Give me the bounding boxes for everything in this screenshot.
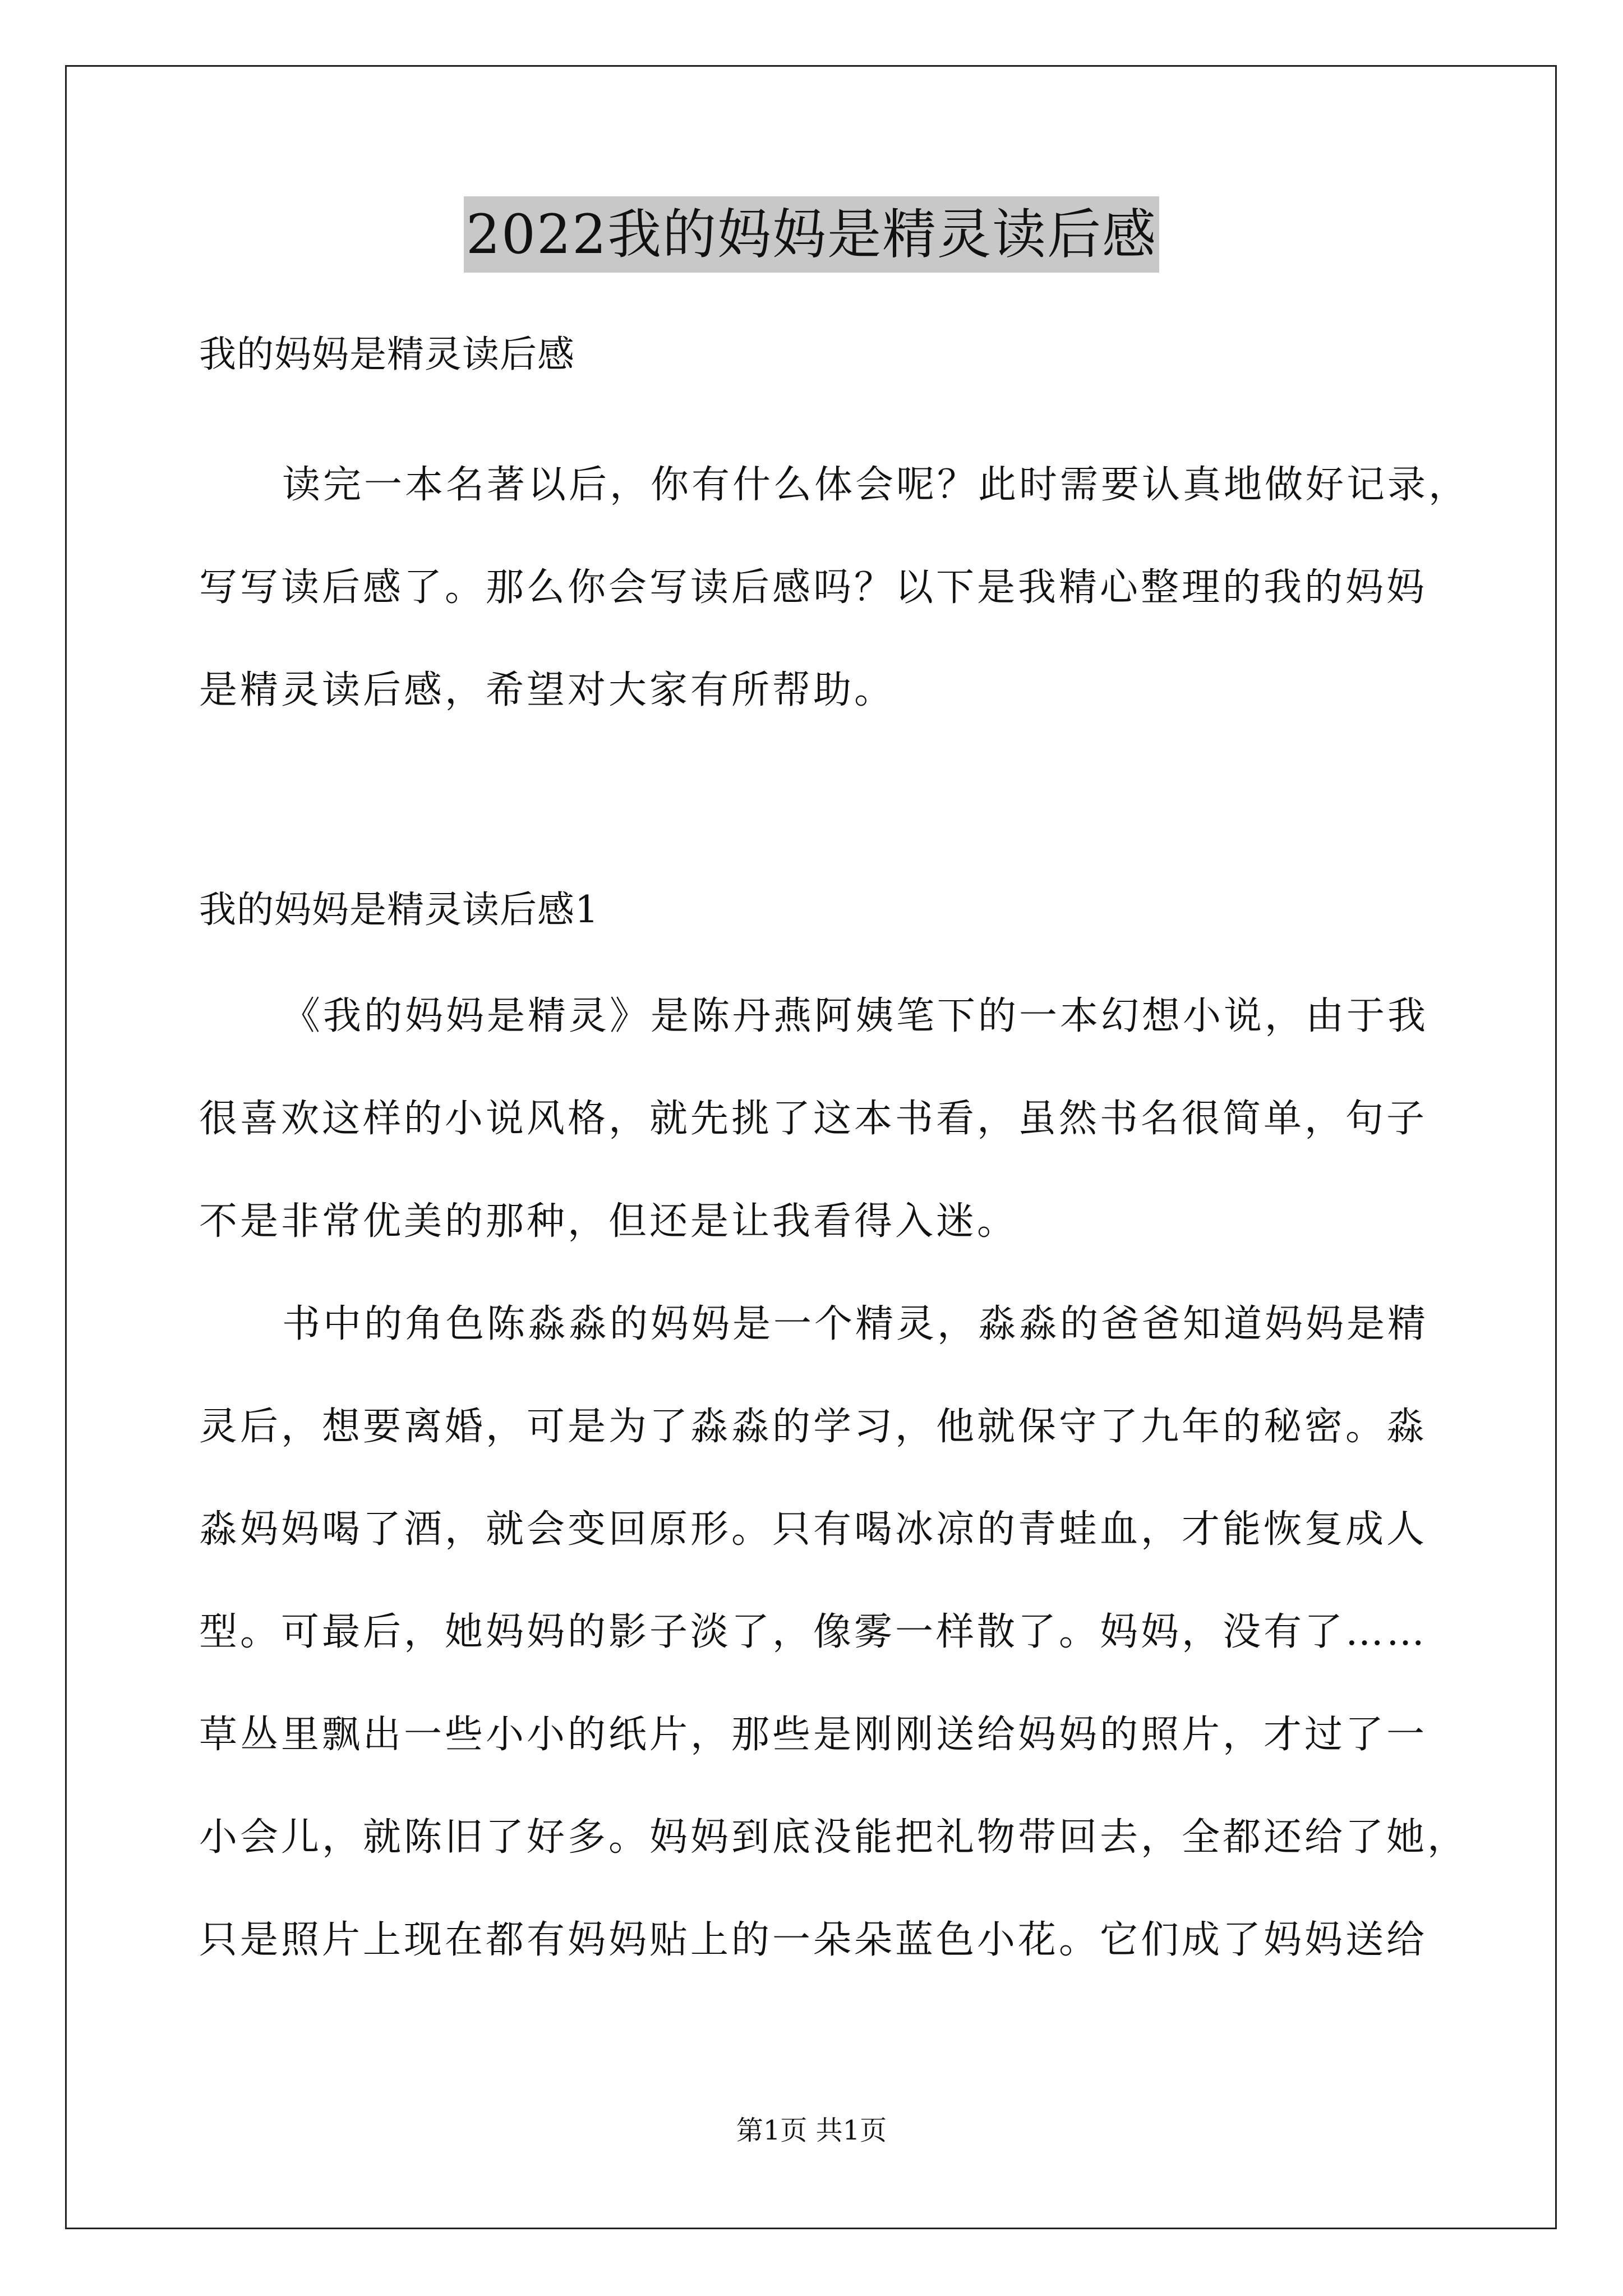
title-container [0, 196, 1623, 273]
document-subtitle: 我的妈妈是精灵读后感 [199, 333, 575, 376]
intro-line-2: 写写读后感了。那么你会写读后感吗？以下是我精心整理的我的妈妈 [199, 565, 1428, 610]
para2-line-3: 淼妈妈喝了酒，就会变回原形。只有喝冰凉的青蛙血，才能恢复成人 [199, 1507, 1428, 1552]
section-heading-1: 我的妈妈是精灵读后感1 [199, 888, 599, 931]
para1-line-2: 很喜欢这样的小说风格，就先挑了这本书看，虽然书名很简单，句子 [199, 1097, 1428, 1141]
para2-line-2: 灵后，想要离婚，可是为了淼淼的学习，他就保守了九年的秘密。淼 [199, 1405, 1428, 1449]
para2-line-6: 小会儿，就陈旧了好多。妈妈到底没能把礼物带回去，全都还给了她， [199, 1815, 1469, 1860]
para2-line-7: 只是照片上现在都有妈妈贴上的一朵朵蓝色小花。它们成了妈妈送给 [199, 1918, 1428, 1962]
page-footer: 第1页 共1页 [736, 2115, 887, 2146]
document-title: 2022我的妈妈是精灵读后感 [464, 196, 1159, 273]
para1-line-3: 不是非常优美的那种，但还是让我看得入迷。 [199, 1199, 1018, 1244]
para2-line-4: 型。可最后，她妈妈的影子淡了，像雾一样散了。妈妈，没有了…… [199, 1610, 1428, 1654]
page-border [65, 65, 1557, 2229]
para2-line-1: 书中的角色陈淼淼的妈妈是一个精灵，淼淼的爸爸知道妈妈是精 [282, 1302, 1429, 1346]
para1-line-1: 《我的妈妈是精灵》是陈丹燕阿姨笔下的一本幻想小说，由于我 [282, 994, 1429, 1038]
para2-line-5: 草丛里飘出一些小小的纸片，那些是刚刚送给妈妈的照片，才过了一 [199, 1713, 1428, 1757]
intro-line-1: 读完一本名著以后，你有什么体会呢？此时需要认真地做好记录， [282, 463, 1470, 507]
intro-line-3: 是精灵读后感，希望对大家有所帮助。 [199, 668, 896, 712]
